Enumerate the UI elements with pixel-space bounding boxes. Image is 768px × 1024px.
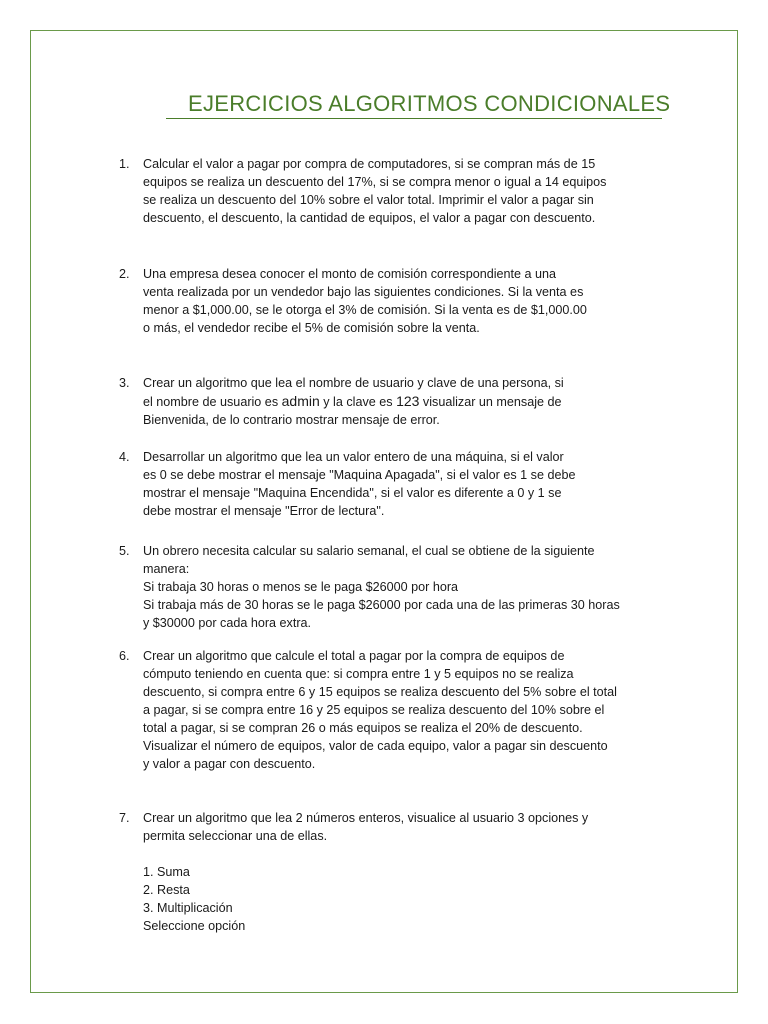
- exercise-number: 3.: [119, 376, 130, 390]
- exercise-line: menor a $1,000.00, se le otorga el 3% de comisión. Si la venta es de $1,000.00: [143, 303, 587, 317]
- exercise-text: [143, 647, 663, 773]
- exercise-line: y $30000 por cada hora extra.: [143, 616, 312, 630]
- exercise-line: total a pagar, si se compran 26 o más equipos se realiza el 20% de descuento.: [143, 721, 583, 735]
- exercise-line: [143, 392, 663, 411]
- exercise-text: [143, 542, 663, 632]
- exercise-text: [143, 265, 663, 337]
- exercise-line: venta realizada por un vendedor bajo las siguientes condiciones. Si la venta es: [143, 285, 584, 299]
- text-segment: el nombre de usuario es: [143, 395, 282, 409]
- blank-line: [143, 845, 663, 863]
- menu-option: 1. Suma: [143, 865, 190, 879]
- exercise-line: descuento, el descuento, la cantidad de equipos, el valor a pagar con descuento.: [143, 211, 596, 225]
- menu-prompt: Seleccione opción: [143, 919, 246, 933]
- exercise-number: 6.: [119, 649, 130, 663]
- text-segment: visualizar un mensaje de: [419, 395, 562, 409]
- exercise-line: Calcular el valor a pagar por compra de computadores, si se compran más de 15: [143, 157, 596, 171]
- exercise-number: 7.: [119, 811, 130, 825]
- exercise-text: [143, 155, 663, 227]
- exercise-text: [143, 374, 663, 429]
- exercise-line: Desarrollar un algoritmo que lea un valor entero de una máquina, si el valor: [143, 450, 564, 464]
- exercise-line: permita seleccionar una de ellas.: [143, 829, 328, 843]
- exercise-number: 2.: [119, 267, 130, 281]
- exercise-number: 5.: [119, 544, 130, 558]
- exercise-number: 1.: [119, 157, 130, 171]
- exercise-text: [143, 448, 663, 520]
- exercise-line: descuento, si compra entre 6 y 15 equipos se realiza descuento del 5% sobre el total: [143, 685, 617, 699]
- exercise-line: es 0 se debe mostrar el mensaje "Maquina Apagada", si el valor es 1 se debe: [143, 468, 576, 482]
- exercise-number: 4.: [119, 450, 130, 464]
- exercise-line: equipos se realiza un descuento del 17%, si se compra menor o igual a 14 equipos: [143, 175, 607, 189]
- exercise-line: o más, el vendedor recibe el 5% de comisión sobre la venta.: [143, 321, 480, 335]
- exercise-line: manera:: [143, 562, 190, 576]
- exercise-line: Un obrero necesita calcular su salario semanal, el cual se obtiene de la siguiente: [143, 544, 595, 558]
- exercise-line: y valor a pagar con descuento.: [143, 757, 316, 771]
- password-value: 123: [396, 393, 420, 409]
- text-segment: y la clave es: [319, 395, 397, 409]
- exercise-text: [143, 809, 663, 935]
- exercise-line: Si trabaja 30 horas o menos se le paga $26000 por hora: [143, 580, 459, 594]
- exercise-line: Bienvenida, de lo contrario mostrar mensaje de error.: [143, 413, 440, 427]
- exercise-line: Crear un algoritmo que calcule el total a pagar por la compra de equipos de: [143, 649, 565, 663]
- page-title: EJERCICIOS ALGORITMOS CONDICIONALES: [166, 91, 662, 119]
- exercise-line: cómputo teniendo en cuenta que: si compra entre 1 y 5 equipos no se realiza: [143, 667, 574, 681]
- exercise-line: mostrar el mensaje "Maquina Encendida", si el valor es diferente a 0 y 1 se: [143, 486, 562, 500]
- menu-option: 3. Multiplicación: [143, 901, 233, 915]
- exercise-line: Crear un algoritmo que lea 2 números enteros, visualice al usuario 3 opciones y: [143, 811, 589, 825]
- exercise-line: Si trabaja más de 30 horas se le paga $26000 por cada una de las primeras 30 horas: [143, 598, 620, 612]
- exercise-line: debe mostrar el mensaje "Error de lectura".: [143, 504, 385, 518]
- exercise-line: Crear un algoritmo que lea el nombre de usuario y clave de una persona, si: [143, 376, 564, 390]
- exercise-line: Una empresa desea conocer el monto de comisión correspondiente a una: [143, 267, 557, 281]
- menu-option: 2. Resta: [143, 883, 190, 897]
- exercise-line: Visualizar el número de equipos, valor de cada equipo, valor a pagar sin descuento: [143, 739, 608, 753]
- username-value: admin: [281, 393, 320, 409]
- exercise-line: a pagar, si se compra entre 16 y 25 equipos se realiza descuento del 10% sobre el: [143, 703, 605, 717]
- exercise-line: se realiza un descuento del 10% sobre el valor total. Imprimir el valor a pagar sin: [143, 193, 594, 207]
